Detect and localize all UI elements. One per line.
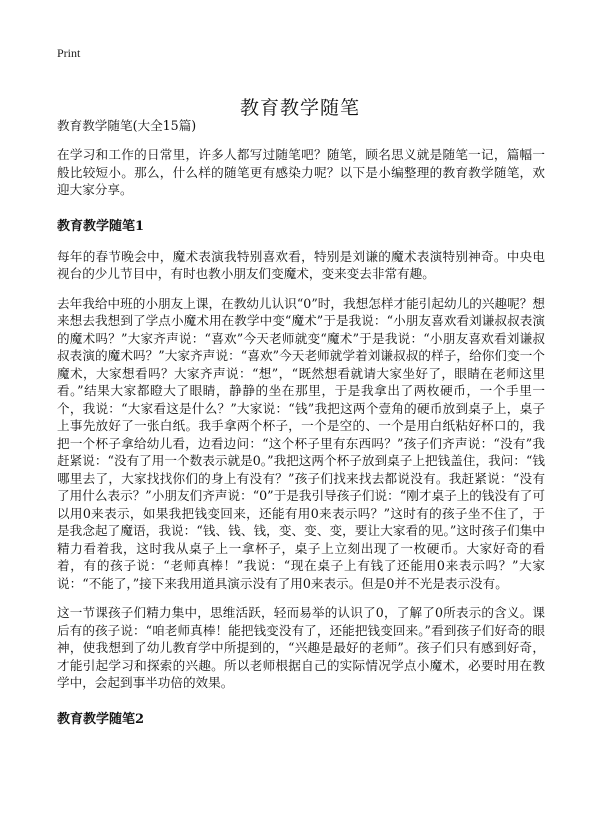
section-1-paragraph: 去年我给中班的小朋友上课，在教幼儿认识“0”时，我想怎样才能引起幼儿的兴趣呢？想来想去我想到了学点小魔术用在教学中变“魔术”于是我说：“小朋友喜欢看刘谦叔叔表演的魔术吗？”大家齐声说：“喜欢”今天老师就变“魔术”于是我说：“小朋友喜欢看刘谦叔叔表演的魔术吗？”大家齐声说：“喜欢”今天老师就学着刘谦叔叔的样子，给你们变一个魔术，大家想看吗？大家齐声说：“想”，“既然想看就请大家坐好了，眼睛在老师这里看。”结果大家都瞪大了眼睛，静静的坐在那里，于是我拿出了两枚硬币，一个手里一个，我说：“大家看这是什么？”大家说：“钱”我把这两个壹角的硬币放到桌子上，桌子上事先放好了一张白纸。我手拿两个杯子，一个是空的、一个是用白纸粘好杯口的，我把一个杯子拿给幼儿看，边看边问：“这个杯子里有东西吗？”孩子们齐声说：“没有”我赶紧说：“没有了用一个数表示就是0。”我把这两个杯子放到桌子上把钱盖住，我问：“钱哪里去了，大家找找你们的身上有没有？”孩子们找来找去都说没有。我赶紧说：“没有了用什么表示？”小朋友们齐声说：“0”于是我引导孩子们说：“刚才桌子上的钱没有了可以用0来表示，如果我把钱变回来，还能有用0来表示吗？”这时有的孩子坐不住了，于是我念起了魔语，我说：“钱、钱、钱，变、变、变，要让大家看的见。”这时孩子们集中精力看着我，这时我从桌子上一拿杯子，桌子上立刻出现了一枚硬币。大家好奇的看着，有的孩子说：“老师真棒！”我说：“现在桌子上有钱了还能用0来表示吗？”大家说：“不能了，”接下来我用道具演示没有了用0来表示。但是0并不光是表示没有。 — [57, 295, 545, 591]
article-subtitle: 教育教学随笔(大全15篇) — [57, 118, 197, 133]
section-heading-1: 教育教学随笔1 — [57, 218, 145, 234]
page-title: 教育教学随笔 — [239, 96, 360, 119]
article-body — [57, 117, 545, 741]
section-heading-2: 教育教学随笔2 — [57, 711, 145, 727]
print-link[interactable]: Print — [57, 46, 81, 60]
intro-paragraph: 在学习和工作的日常里，许多人都写过随笔吧？随笔，顾名思义就是随笔一记，篇幅一般比较短小。那么，什么样的随笔更有感染力呢？以下是小编整理的教育教学随笔，欢迎大家分享。 — [57, 147, 545, 197]
section-1-paragraph: 这一节课孩子们精力集中，思维活跃，轻而易举的认识了0，了解了0所表示的含义。课后有的孩子说：“咱老师真棒！能把钱变没有了，还能把钱变回来。”看到孩子们好奇的眼神，使我想到了幼儿教育学中所提到的，“兴趣是最好的老师”。孩子们只有感到好奇，才能引起学习和探索的兴趣。所以老师根据自己的实际情况学点小魔术，必要时用在教学中，会起到事半功倍的效果。 — [57, 605, 545, 690]
section-1-paragraph: 每年的春节晚会中，魔术表演我特别喜欢看，特别是刘谦的魔术表演特别神奇。中央电视台的少儿节目中，有时也教小朋友们变魔术，变来变去非常有趣。 — [57, 248, 545, 281]
